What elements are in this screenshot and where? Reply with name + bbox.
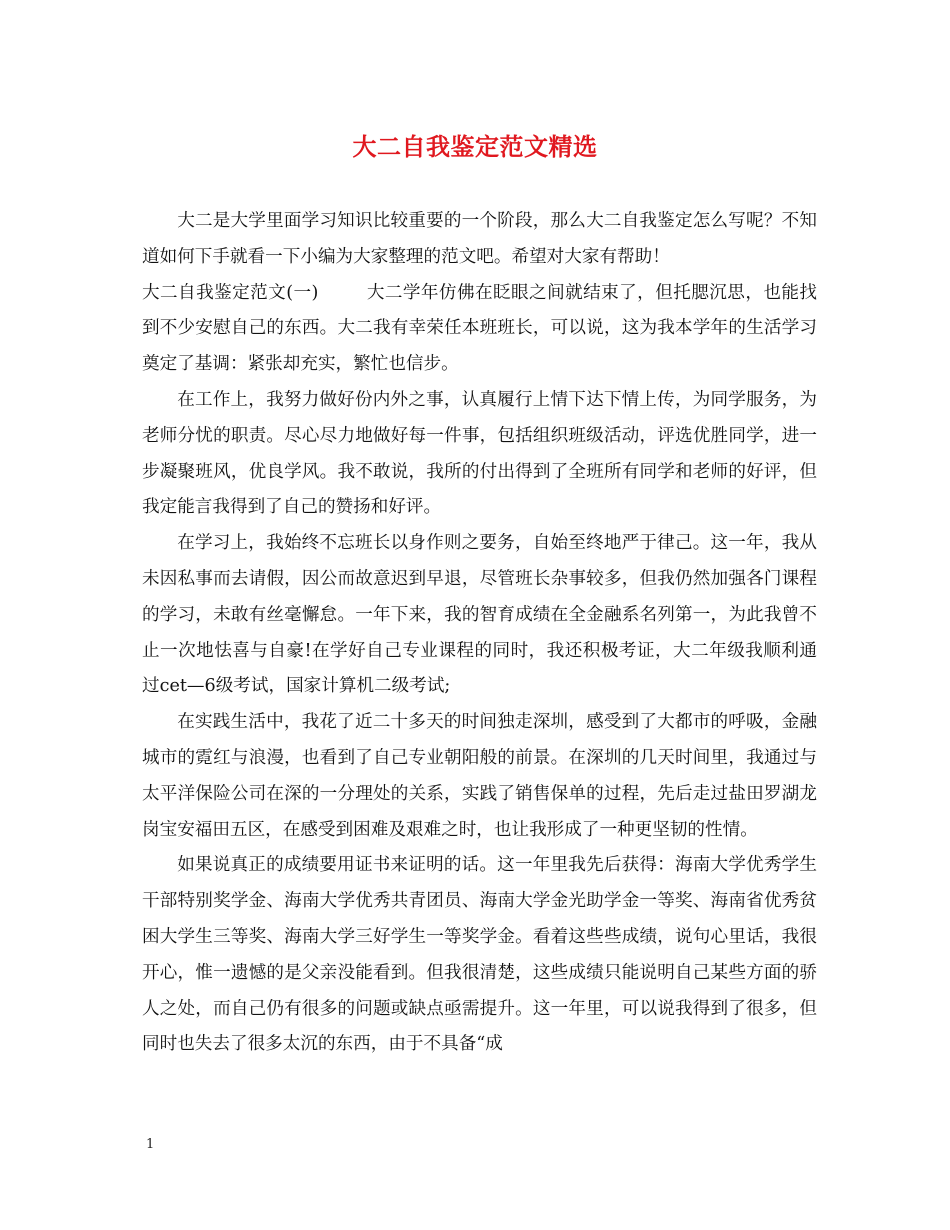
- page-number: 1: [146, 1137, 155, 1152]
- section-first-text: 大二学年仿佛在眨眼之间就结束了，但托腮沉思，也能找到不少安慰自己的东西。大二我有幸荣任本班班长，可以说，这为我本学年的生活学习奠定了基调：紧张却充实，繁忙也信步。: [142, 282, 817, 375]
- document-body: [142, 204, 817, 1063]
- body-paragraph-achievements: 如果说真正的成绩要用证书来证明的话。这一年里我先后获得：海南大学优秀学生干部特别奖学金、海南大学优秀共青团员、海南大学金光助学金一等奖、海南省优秀贫困大学生三等奖、海南大学三好学生一等奖学金。看着这些些成绩，说句心里话，我很开心，惟一遗憾的是父亲没能看到。但我很清楚，这些成绩只能说明自己某些方面的骄人之处，而自己仍有很多的问题或缺点亟需提升。这一年里，可以说我得到了很多，但同时也失去了很多太沉的东西，由于不具备“成: [142, 855, 817, 1055]
- body-paragraph-work: 在工作上，我努力做好份内外之事，认真履行上情下达下情上传，为同学服务，为老师分忧的职责。尽心尽力地做好每一件事，包括组织班级活动，评选优胜同学，进一步凝聚班风，优良学风。我不敢说，我所的付出得到了全班所有同学和老师的好评，但我定能言我得到了自己的赞扬和好评。: [142, 389, 817, 518]
- body-paragraph-practice: 在实践生活中，我花了近二十多天的时间独走深圳，感受到了大都市的呼吸，金融城市的霓红与浪漫，也看到了自己专业朝阳般的前景。在深圳的几天时间里，我通过与太平洋保险公司在深的一分理处的关系，实践了销售保单的过程，先后走过盐田罗湖龙岗宝安福田五区，在感受到困难及艰难之时，也让我形成了一种更坚韧的性情。: [142, 712, 817, 840]
- body-paragraph-study: 在学习上，我始终不忘班长以身作则之要务，自始至终地严于律己。这一年，我从未因私事而去请假，因公而故意迟到早退，尽管班长杂事较多，但我仍然加强各门课程的学习，未敢有丝毫懈怠。一年下来，我的智育成绩在全金融系名列第一，为此我曾不止一次地怯喜与自豪!在学好自己专业课程的同时，我还积极考证，大二年级我顺利通过cet—6级考试，国家计算机二级考试;: [142, 533, 817, 697]
- intro-paragraph: 大二是大学里面学习知识比较重要的一个阶段，那么大二自我鉴定怎么写呢？不知道如何下手就看一下小编为大家整理的范文吧。希望对大家有帮助！: [142, 211, 817, 267]
- section-heading: 大二自我鉴定范文(一): [142, 282, 319, 303]
- document-title: 大二自我鉴定范文精选: [352, 132, 598, 161]
- section-paragraph: [142, 276, 817, 383]
